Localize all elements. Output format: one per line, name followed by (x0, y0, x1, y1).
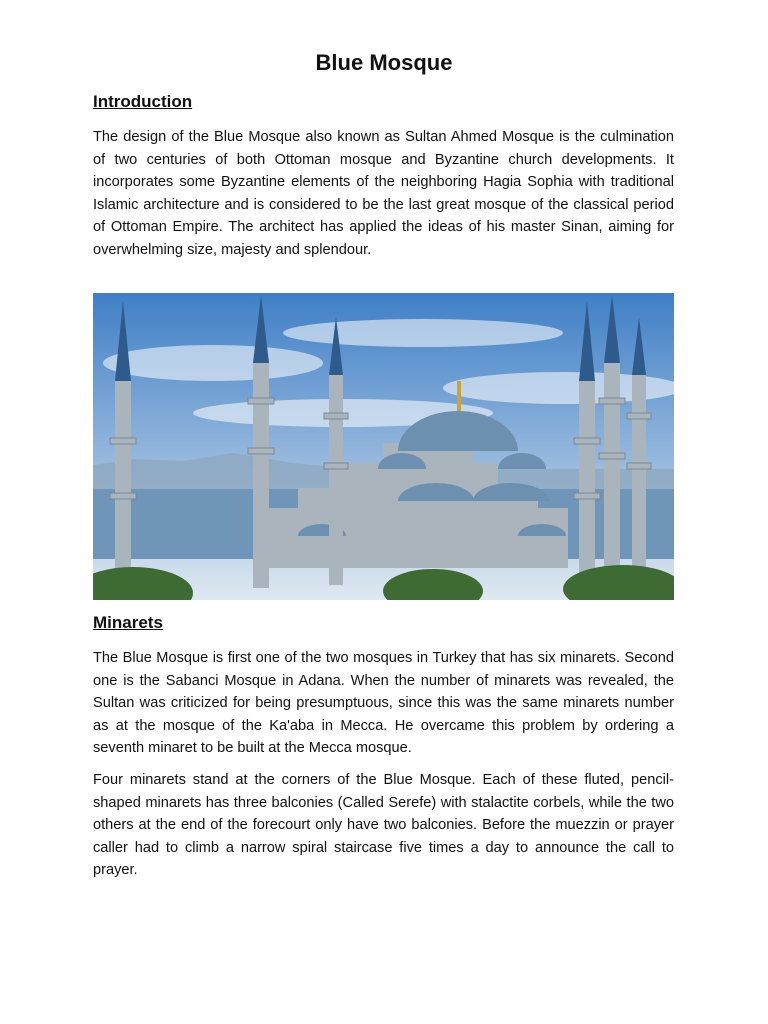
minarets-paragraph-2: Four minarets stand at the corners of the Blue Mosque. Each of these fluted, pencil-shaped minarets has three balconies (Called Serefe) with stalactite corbels, while the two others at the end of the forecourt only have two balconies. Before the muezzin or prayer caller had to climb a narrow spiral staircase five times a day to announce the call to prayer. (93, 772, 674, 878)
page-title: Blue Mosque (315, 50, 453, 75)
blue-mosque-photo (93, 293, 674, 600)
dome-finial (457, 381, 461, 411)
section-heading-minarets: Minarets (93, 613, 163, 632)
section-heading-introduction: Introduction (93, 92, 193, 111)
minarets-paragraph-1: The Blue Mosque is first one of the two mosques in Turkey that has six minarets. Second one is the Sabanci Mosque in Adana. When the number of minarets was revealed, the Sultan was criticized for being presumptuous, since this was the same minarets number as at the mosque of the Ka'aba in Mecca. He overcame this problem by ordering a seventh minaret to be built at the Mecca mosque. (93, 650, 674, 756)
introduction-paragraph: The design of the Blue Mosque also known as Sultan Ahmed Mosque is the culmination of two centuries of both Ottoman mosque and Byzantine church developments. It incorporates some Byzantine elements of the neighboring Hagia Sophia with traditional Islamic architecture and is considered to be the last great mosque of the classical period of Ottoman Empire. The architect has applied the ideas of his master Sinan, aiming for overwhelming size, majesty and splendour. (93, 129, 674, 258)
